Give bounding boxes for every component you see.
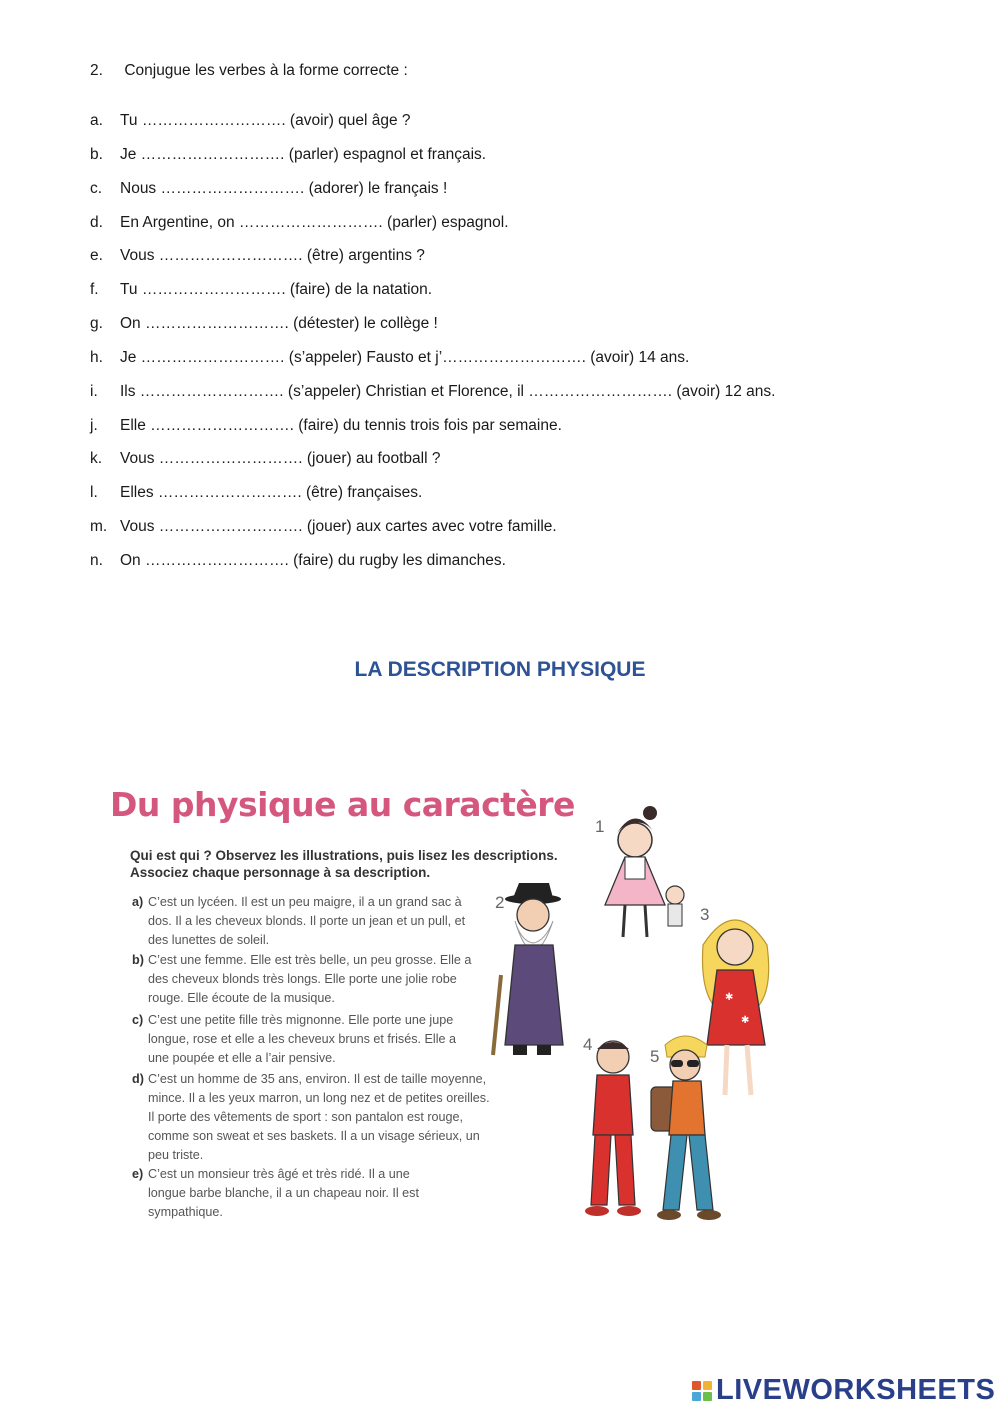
exercise-item	[90, 415, 775, 449]
exercise-item	[90, 144, 775, 178]
item-text: Elle ………………………. (faire) du tennis trois fois par semaine.	[120, 416, 562, 434]
description-text: C’est un lycéen. Il est un peu maigre, il a un grand sac à dos. Il a les cheveux blonds. Il porte un jean et un pull, et des lunettes de soleil.	[148, 895, 466, 947]
item-text: Tu ………………………. (faire) de la natation.	[120, 281, 433, 299]
description-item	[132, 1011, 522, 1068]
item-letter: h.	[90, 348, 103, 366]
exercise-item	[90, 516, 775, 550]
instruction-number: 2.	[90, 62, 103, 79]
item-text: En Argentine, on ………………………. (parler) espagnol.	[120, 213, 509, 231]
item-text: Vous ………………………. (jouer) aux cartes avec votre famille.	[120, 518, 557, 536]
textbook-figure	[105, 765, 805, 1240]
exercise-item	[90, 482, 775, 516]
description-text: C’est une petite fille très mignonne. Elle porte une jupe longue, rose et elle a les cheveux bruns et frisés. Elle a une poupée et elle a l’air pensive.	[148, 1013, 457, 1065]
item-letter: a.	[90, 112, 103, 129]
exercise-item	[90, 110, 775, 144]
item-text: Vous ………………………. (être) argentins ?	[120, 247, 425, 265]
exercise-item	[90, 245, 775, 279]
description-text: C’est une femme. Elle est très belle, un peu grosse. Elle a des cheveux blonds très longs. Elle porte une jolie robe rouge. Elle écoute de la musique.	[148, 953, 472, 1005]
item-letter: b.	[90, 145, 103, 163]
sad-man-illustration	[585, 1041, 641, 1216]
item-text: Vous ………………………. (jouer) au football ?	[120, 450, 441, 468]
description-letter: d)	[132, 1072, 144, 1086]
item-text: Tu ………………………. (avoir) quel âge ?	[120, 112, 411, 129]
item-text: Nous ………………………. (adorer) le français !	[120, 179, 448, 197]
student-illustration	[651, 1036, 721, 1220]
item-letter: l.	[90, 484, 98, 502]
character-number: 5	[650, 1047, 660, 1066]
item-text: Elles ………………………. (être) françaises.	[120, 484, 423, 502]
item-letter: j.	[90, 416, 98, 434]
description-item	[132, 951, 522, 1008]
section-title: LA DESCRIPTION PHYSIQUE	[354, 658, 646, 681]
logo-text: LIVEWORKSHEETS	[716, 1374, 996, 1406]
exercise-item	[90, 347, 775, 381]
exercise-item	[90, 448, 775, 482]
instruction-text: Conjugue les verbes à la forme correcte :	[124, 62, 408, 79]
logo-mark-icon	[692, 1381, 712, 1401]
svg-text:✱: ✱	[725, 992, 734, 1003]
liveworksheets-logo	[692, 1374, 995, 1407]
item-letter: i.	[90, 382, 98, 400]
item-text: Ils ………………………. (s’appeler) Christian et Florence, il ………………………. (avoir) 12 ans.	[120, 382, 776, 400]
old-man-illustration	[493, 883, 563, 1055]
description-item	[132, 893, 522, 950]
svg-text:✱: ✱	[741, 1015, 750, 1026]
intro-line: Qui est qui ? Observez les illustrations, puis lisez les descriptions.	[130, 848, 558, 863]
item-letter: k.	[90, 450, 103, 468]
description-text: C’est un homme de 35 ans, environ. Il est de taille moyenne, mince. Il a les yeux marron, un long nez et de petites oreilles. Il porte des vêtements de sport : son pantalon est rouge, comme son sweat et ses baskets. Il a un visage sérieux, un peu triste.	[148, 1072, 490, 1162]
woman-illustration	[703, 920, 769, 1095]
item-letter: c.	[90, 179, 103, 197]
item-letter: m.	[90, 518, 108, 536]
character-number: 1	[595, 817, 605, 836]
characters-drawing	[475, 765, 805, 1240]
description-letter: c)	[132, 1013, 144, 1027]
item-letter: n.	[90, 551, 103, 569]
item-text: On ………………………. (faire) du rugby les dimanches.	[120, 551, 506, 569]
item-text: On ………………………. (détester) le collège !	[120, 315, 438, 333]
item-letter: e.	[90, 247, 103, 265]
description-text: C’est un monsieur très âgé et très ridé. Il a une longue barbe blanche, il a un chapeau noir. Il est sympathique.	[148, 1167, 419, 1219]
item-letter: d.	[90, 213, 103, 231]
description-letter: a)	[132, 895, 144, 909]
character-number: 3	[700, 905, 710, 924]
exercise-item	[90, 381, 775, 415]
figure-title: Du physique au caractère	[110, 785, 575, 824]
character-illustrations	[475, 765, 805, 1240]
description-letter: b)	[132, 953, 144, 967]
exercise-item	[90, 313, 775, 347]
item-text: Je ………………………. (s’appeler) Fausto et j’………………………. (avoir) 14 ans.	[120, 348, 690, 366]
exercise-instruction	[90, 62, 408, 80]
intro-line: Associez chaque personnage à sa description.	[130, 865, 431, 880]
description-item	[132, 1165, 522, 1222]
character-number: 4	[583, 1035, 593, 1054]
exercise-item	[90, 212, 775, 246]
description-item	[132, 1070, 522, 1165]
item-text: Je ………………………. (parler) espagnol et français.	[120, 145, 487, 163]
description-letter: e)	[132, 1167, 144, 1181]
exercise-item	[90, 279, 775, 313]
character-number: 2	[495, 893, 505, 912]
exercise-item	[90, 178, 775, 212]
item-letter: f.	[90, 281, 99, 299]
item-letter: g.	[90, 315, 103, 333]
exercise-list	[90, 110, 775, 584]
exercise-item	[90, 550, 775, 584]
girl-illustration	[605, 806, 684, 937]
